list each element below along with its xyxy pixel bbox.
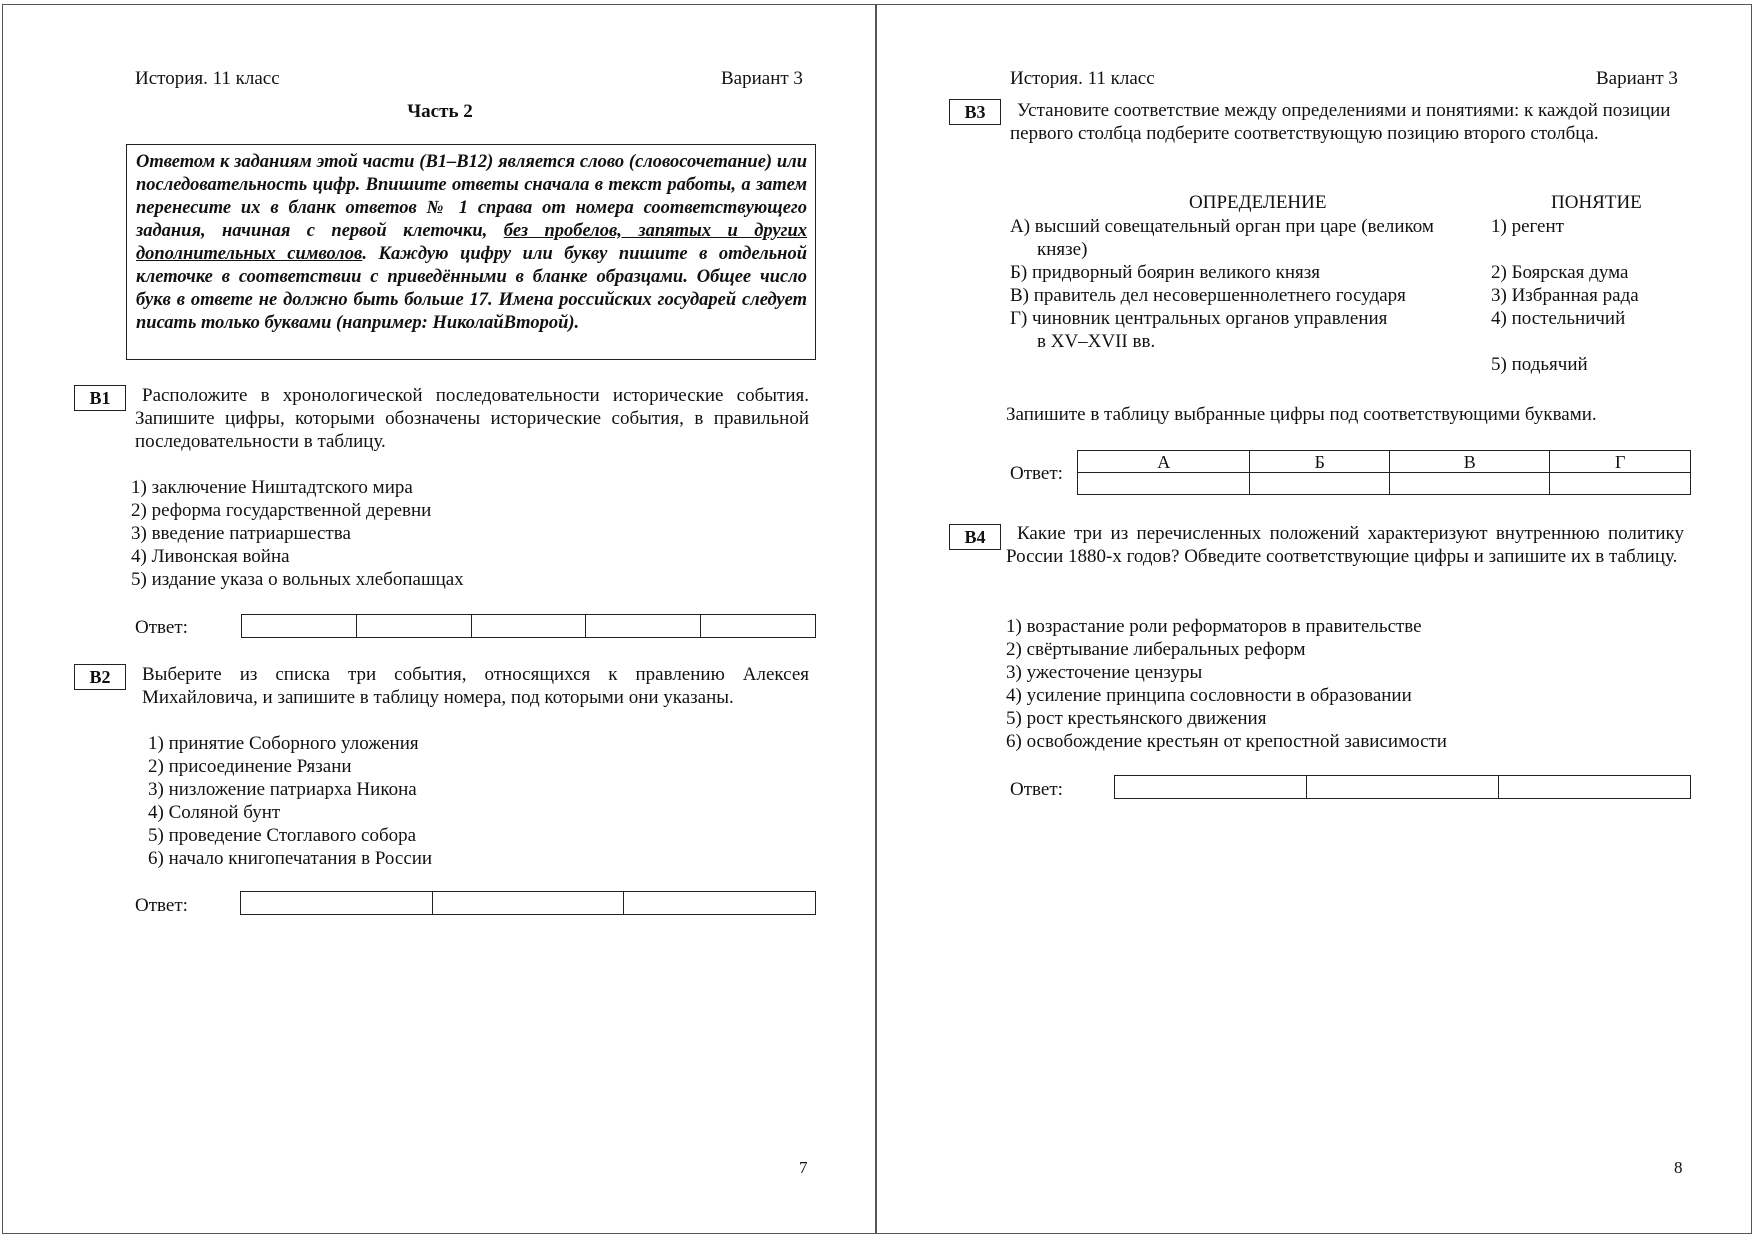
answer-cell[interactable] xyxy=(1550,473,1691,495)
page-number: 7 xyxy=(799,1158,808,1177)
header-variant: Вариант 3 xyxy=(1596,68,1678,89)
list-item: 2) присоединение Рязани xyxy=(148,756,352,777)
b1-answer-label: Ответ: xyxy=(135,617,188,638)
answer-cell[interactable] xyxy=(1250,473,1390,495)
b1-answer-grid[interactable] xyxy=(241,614,816,638)
list-item: 5) рост крестьянского движения xyxy=(1006,708,1267,729)
answer-cell[interactable] xyxy=(433,892,625,914)
answer-cell[interactable] xyxy=(242,615,357,637)
header-subject: История. 11 класс xyxy=(1010,68,1155,89)
list-item: 4) Соляной бунт xyxy=(148,802,281,823)
b3-definitions xyxy=(1010,215,1440,353)
answer-cell[interactable] xyxy=(624,892,815,914)
b3-definition-heading: ОПРЕДЕЛЕНИЕ xyxy=(1189,192,1327,213)
header-subject: История. 11 класс xyxy=(135,68,280,89)
b3-instruction: Запишите в таблицу выбранные цифры под соответствующими буквами. xyxy=(1006,404,1597,425)
page-number: 8 xyxy=(1674,1158,1683,1177)
task-label-b4: В4 xyxy=(949,524,1001,550)
table-header-cell: В xyxy=(1390,451,1550,473)
list-item: 1) возрастание роли реформаторов в правительстве xyxy=(1006,616,1422,637)
b3-concepts xyxy=(1491,215,1639,376)
table-header-cell: Г xyxy=(1550,451,1691,473)
concept-item: 3) Избранная рада xyxy=(1491,285,1639,306)
instructions-underlined: без пробелов, запятых и других дополнительных символов xyxy=(136,221,807,264)
answer-cell[interactable] xyxy=(472,615,587,637)
b2-answer-grid[interactable] xyxy=(240,891,816,915)
definition-item: А) высший совещательный орган при царе (великом xyxy=(1010,216,1434,237)
b1-options xyxy=(131,476,464,591)
list-item: 6) освобождение крестьян от крепостной зависимости xyxy=(1006,731,1447,752)
list-item: 3) низложение патриарха Никона xyxy=(148,779,417,800)
definition-item: Б) придворный боярин великого князя xyxy=(1010,262,1320,283)
b3-answer-label: Ответ: xyxy=(1010,463,1063,484)
list-item: 2) свёртывание либеральных реформ xyxy=(1006,639,1306,660)
table-header-cell: А xyxy=(1078,451,1250,473)
b4-options xyxy=(1006,615,1447,753)
b4-answer-grid[interactable] xyxy=(1114,775,1691,799)
b3-concept-heading: ПОНЯТИЕ xyxy=(1551,192,1642,213)
b3-answer-table xyxy=(1077,450,1691,495)
list-item: 3) ужесточение цензуры xyxy=(1006,662,1203,683)
answer-cell[interactable] xyxy=(357,615,472,637)
task-label-b2: В2 xyxy=(74,664,126,690)
answer-cell[interactable] xyxy=(586,615,701,637)
list-item: 2) реформа государственной деревни xyxy=(131,500,432,521)
b3-prompt: Установите соответствие между определениями и понятиями: к каждой позиции первого столбца подберите соответствующую позицию второго столбца. xyxy=(1010,100,1671,144)
concept-item: 1) регент xyxy=(1491,216,1564,237)
answer-cell[interactable] xyxy=(1390,473,1550,495)
list-item: 1) заключение Ништадтского мира xyxy=(131,477,413,498)
list-item: 3) введение патриаршества xyxy=(131,523,351,544)
instructions-text: Ответом к заданиям этой части (В1–В12) является слово (словосочетание) или последовательность цифр. Впишите ответы сначала в текст работы, а затем перенесите их в бланк ответов № 1 справа от номера соответствующего задания, начиная с первой клеточки, xyxy=(136,152,807,241)
definition-item-cont: в XV–XVII вв. xyxy=(1037,331,1156,352)
definition-item: Г) чиновник центральных органов управления xyxy=(1010,308,1388,329)
b2-prompt: Выберите из списка три события, относящихся к правлению Алексея Михайловича, и запишите в таблицу номера, под которыми они указаны. xyxy=(142,664,809,708)
list-item: 5) проведение Стоглавого собора xyxy=(148,825,417,846)
list-item: 5) издание указа о вольных хлебопашцах xyxy=(131,569,464,590)
task-label-b1: В1 xyxy=(74,385,126,411)
page-left xyxy=(2,4,876,1234)
b2-answer-label: Ответ: xyxy=(135,895,188,916)
answer-cell[interactable] xyxy=(241,892,433,914)
list-item: 4) усиление принципа сословности в образовании xyxy=(1006,685,1412,706)
definition-item-cont: князе) xyxy=(1037,239,1088,260)
page-right xyxy=(876,4,1752,1234)
part-title: Часть 2 xyxy=(407,101,473,122)
answer-cell[interactable] xyxy=(1115,776,1307,798)
concept-item: 4) постельничий xyxy=(1491,308,1626,329)
b2-options xyxy=(148,732,432,870)
list-item: 6) начало книгопечатания в России xyxy=(148,848,433,869)
answer-cell[interactable] xyxy=(1078,473,1250,495)
answer-cell[interactable] xyxy=(1499,776,1690,798)
b4-answer-label: Ответ: xyxy=(1010,779,1063,800)
list-item: 4) Ливонская война xyxy=(131,546,290,567)
answer-cell[interactable] xyxy=(1307,776,1499,798)
definition-item: В) правитель дел несовершеннолетнего государя xyxy=(1010,285,1406,306)
table-header-cell: Б xyxy=(1250,451,1390,473)
header-variant: Вариант 3 xyxy=(721,68,803,89)
b1-prompt: Расположите в хронологической последовательности исторические события. Запишите цифры, которыми обозначены исторические события, в правильной последовательности в таблицу. xyxy=(135,385,809,452)
answer-cell[interactable] xyxy=(701,615,815,637)
instructions-box xyxy=(126,144,816,360)
concept-item: 2) Боярская дума xyxy=(1491,262,1629,283)
instructions-text-end: . Каждую цифру или букву пишите в отдельной клеточке в соответствии с приведёнными в бланке образцами. Общее число букв в ответе не должно быть больше 17. Имена российских государей следует писать только буквами (например: НиколайВторой). xyxy=(136,244,807,333)
task-label-b3: В3 xyxy=(949,99,1001,125)
b4-prompt: Какие три из перечисленных положений характеризуют внутреннюю политику России 1880-х годов? Обведите соответствующие цифры и запишите их в таблицу. xyxy=(1006,523,1684,567)
concept-item: 5) подьячий xyxy=(1491,354,1588,375)
list-item: 1) принятие Соборного уложения xyxy=(148,733,419,754)
